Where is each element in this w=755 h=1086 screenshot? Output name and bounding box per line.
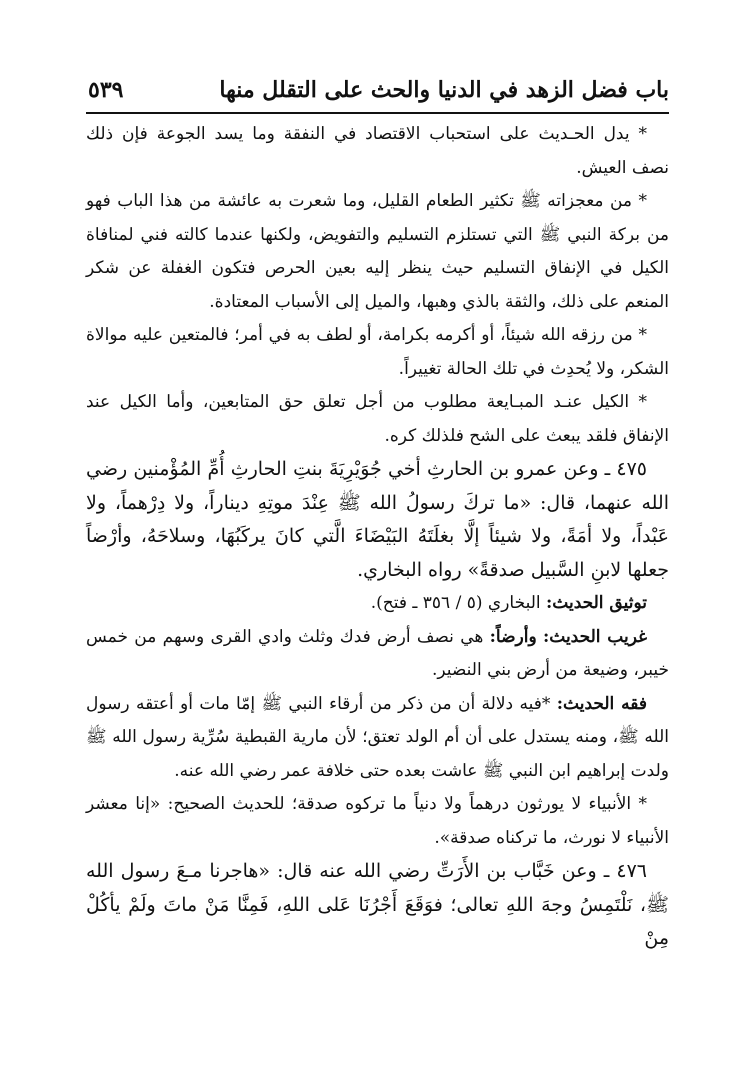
fiqh-section: [86, 688, 669, 789]
gharib-section: [86, 621, 669, 688]
paragraph: * من معجزاته ﷺ تكثير الطعام القليل، وما شعرت به عائشة من هذا الباب فهو من بركة النبي ﷺ التي تستلزم التسليم والتفويض، ولكنها عندما كالته فني لمنافاة الكيل في الإنفاق التسليم حيث ينظر إليه بعين الحرص فتكون الغفلة عن شكر المنعم على ذلك، والثقة بالذي وهبها، والميل إلى الأسباب المعتادة.: [86, 191, 669, 312]
tawthiq-text: البخاري (٥ / ٣٥٦ ـ فتح).: [370, 593, 541, 613]
paragraph: * يدل الحـديث على استحباب الاقتصاد في النفقة وما يسد الجوعة فإن ذلك نصف العيش.: [86, 124, 669, 178]
page-number: ٥٣٩: [88, 77, 124, 103]
paragraph: * من رزقه الله شيئاً، أو أكرمه بكرامة، أو لطف به في أمر؛ فالمتعين عليه موالاة الشكر، ولا يُحدِث في تلك الحالة تغييراً.: [86, 325, 669, 379]
fiqh-label: فقه الحديث:: [556, 693, 648, 714]
paragraph: * الأنبياء لا يورثون درهماً ولا دنياً ما تركوه صدقة؛ للحديث الصحيح: «إنا معشر الأنبياء لا نورث، ما تركناه صدقة».: [86, 794, 669, 848]
page-body: [86, 118, 669, 1046]
page-header: [88, 74, 669, 106]
gharib-term: وأرضاً:: [489, 626, 537, 647]
chapter-title: باب فضل الزهد في الدنيا والحث على التقلل منها: [219, 77, 669, 103]
fiqh-text: *فيه دلالة أن من ذكر من أرقاء النبي ﷺ إمّا مات أو أعتقه رسول الله ﷺ، ومنه يستدل على أن أم الولد تعتق؛ لأن مارية القبطية سُرِّية رسول الله ﷺ ولدت إبراهيم ابن النبي ﷺ عاشت بعده حتى خلافة عمر رضي الله عنه.: [86, 693, 669, 781]
tawthiq-label: توثيق الحديث:: [546, 593, 647, 613]
tawthiq-section: [86, 587, 669, 621]
gharib-label: غريب الحديث:: [542, 626, 647, 647]
header-rule: [86, 112, 669, 114]
paragraph: * الكيل عنـد المبـايعة مطلوب من أجل تعلق حق المتابعين، وأما الكيل عند الإنفاق فلقد يبعث على الشح فلذلك كره.: [86, 392, 669, 446]
hadith-475: ٤٧٥ ـ وعن عمرو بن الحارثِ أخي جُوَيْرِيَةَ بنتِ الحارثِ أُمِّ المُؤْمنين رضي الله عنهما، قال: «ما تركَ رسولُ الله ﷺ عِنْدَ موتِهِ ديناراً، ولا دِرْهماً، ولا عَبْداً، ولا أمَةً، ولا شيئاً إلَّا بغلَتَهُ البَيْضَاءَ الَّتي كانَ يركَبُهَا، وسلاحَهُ، وأرْضاً جعلها لابنِ السَّبيل صدقةً» رواه البخاري.: [86, 458, 669, 581]
gharib-text: هي نصف أرض فدك وثلث وادي القرى وسهم من خمس خيبر، وضيعة من أرض بني النضير.: [86, 626, 669, 680]
hadith-476: ٤٧٦ ـ وعن خَبَّاب بن الأَرَتِّ رضي الله عنه قال: «هاجرنا مـعَ رسول الله ﷺ، نَلْتَمِسُ وجهَ اللهِ تعالى؛ فوَقَعَ أَجْرُنَا عَلى اللهِ، فَمِنَّا مَنْ ماتَ ولَمْ يأكُلْ مِنْ: [86, 860, 669, 949]
